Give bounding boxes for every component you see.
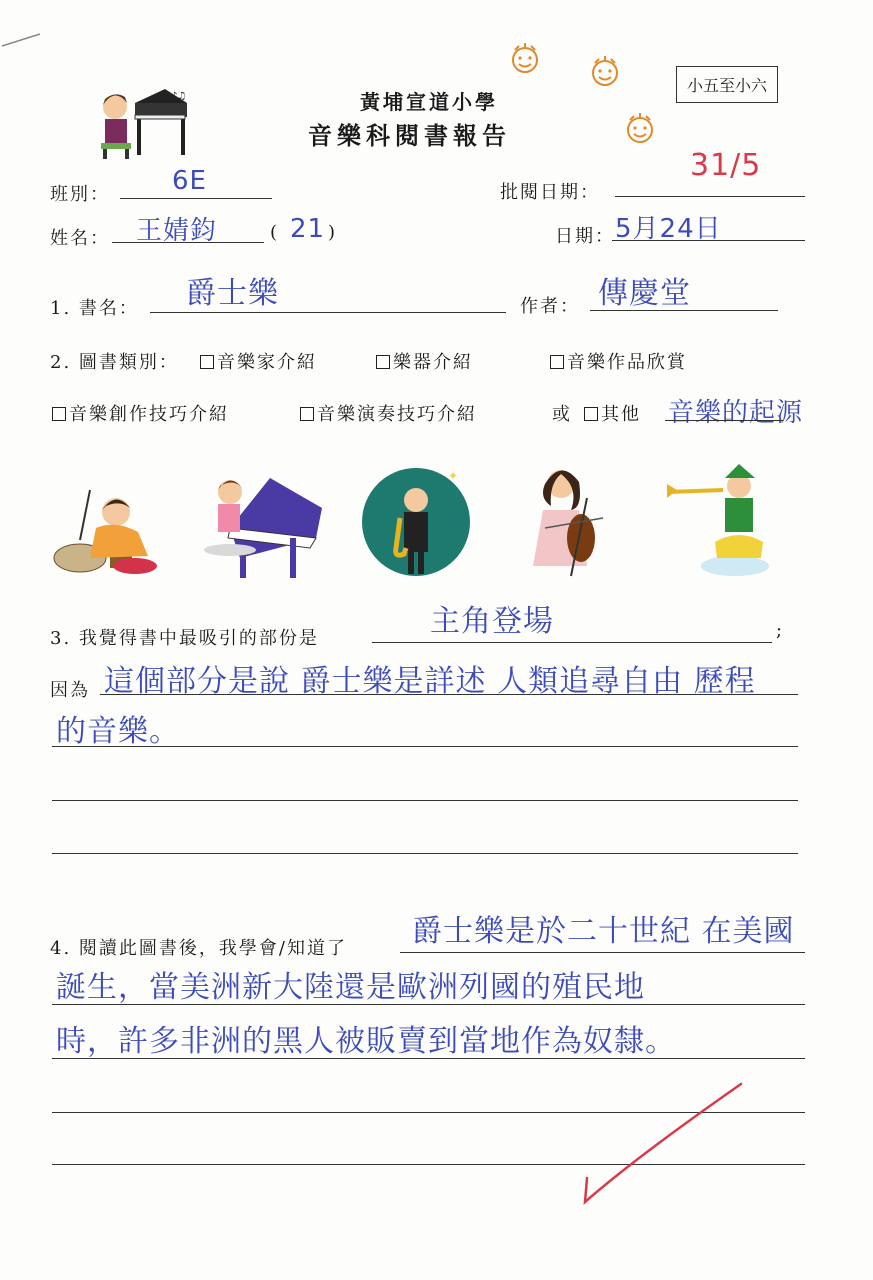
because-label: 因為 (50, 680, 90, 701)
checkbox[interactable] (376, 355, 390, 369)
category-option[interactable]: 樂器介紹 (376, 348, 473, 374)
svg-text:♪♫: ♪♫ (171, 91, 187, 102)
q4-line-1: 爵士樂是於二十世紀 在美國 (412, 914, 795, 949)
pianist-girl-illustration (200, 468, 328, 583)
book-title-value: 爵士樂 (186, 276, 279, 311)
book-title-label: 1. 書名： (50, 298, 139, 319)
because-line-2: 的音樂。 (56, 714, 180, 749)
svg-text:✦: ✦ (448, 469, 459, 483)
student-number: 21 (290, 214, 326, 244)
cellist-illustration (525, 458, 613, 580)
q3-end-mark: ; (776, 620, 785, 641)
category-option[interactable]: 音樂作品欣賞 (550, 348, 687, 374)
page-title: 音樂科閱書報告 (308, 121, 511, 150)
category-option[interactable]: 音樂家介紹 (200, 348, 317, 374)
face-stamp-icon (620, 112, 660, 146)
q3-answer: 主角登場 (430, 604, 554, 639)
q3-label: 3. 我覺得書中最吸引的部份是 (50, 628, 319, 649)
number-open: ( (270, 222, 280, 243)
face-stamp-icon (585, 55, 625, 89)
checkbox[interactable] (584, 407, 598, 421)
name-value: 王婧鈞 (136, 216, 218, 246)
school-name: 黃埔宣道小學 (360, 90, 498, 114)
author-label: 作者： (520, 296, 580, 317)
trumpeter-illustration (665, 462, 775, 578)
checkbox[interactable] (300, 407, 314, 421)
category-option[interactable]: 其他 (584, 400, 641, 426)
other-category-value: 音樂的起源 (668, 398, 804, 428)
pianist-illustration (95, 85, 200, 163)
because-line-1: 這個部分是說 爵士樂是詳述 人類追尋自由 歷程 (104, 664, 756, 699)
date-label: 日期： (555, 226, 615, 247)
grade-level-badge: 小五至小六 (676, 66, 778, 103)
red-check-mark-icon (575, 1078, 750, 1208)
number-close: ) (328, 222, 338, 243)
name-label: 姓名： (50, 228, 110, 249)
checkbox[interactable] (550, 355, 564, 369)
date-value: 5月24日 (615, 214, 722, 244)
category-option[interactable]: 音樂創作技巧介紹 (52, 400, 229, 426)
face-stamp-icon (505, 42, 545, 76)
q4-line-3: 時，許多非洲的黑人被販賣到當地作為奴隸。 (56, 1024, 676, 1059)
review-date-label: 批閱日期： (500, 182, 600, 203)
category-label: 2. 圖書類別： (50, 352, 179, 373)
scan-mark (0, 30, 45, 50)
class-value: 6E (172, 166, 207, 196)
checkbox[interactable] (52, 407, 66, 421)
drummer-illustration (50, 480, 160, 580)
saxophonist-illustration (360, 462, 472, 582)
q4-line-2: 誕生，當美洲新大陸還是歐洲列國的殖民地 (56, 970, 645, 1005)
category-option[interactable]: 音樂演奏技巧介紹 (300, 400, 477, 426)
review-date-value: 31/5 (690, 148, 762, 183)
author-value: 傳慶堂 (598, 276, 691, 311)
or-label: 或 (552, 404, 572, 425)
checkbox[interactable] (200, 355, 214, 369)
class-label: 班別： (50, 184, 110, 205)
q4-label: 4. 閱讀此圖書後，我學會/知道了 (50, 938, 347, 959)
